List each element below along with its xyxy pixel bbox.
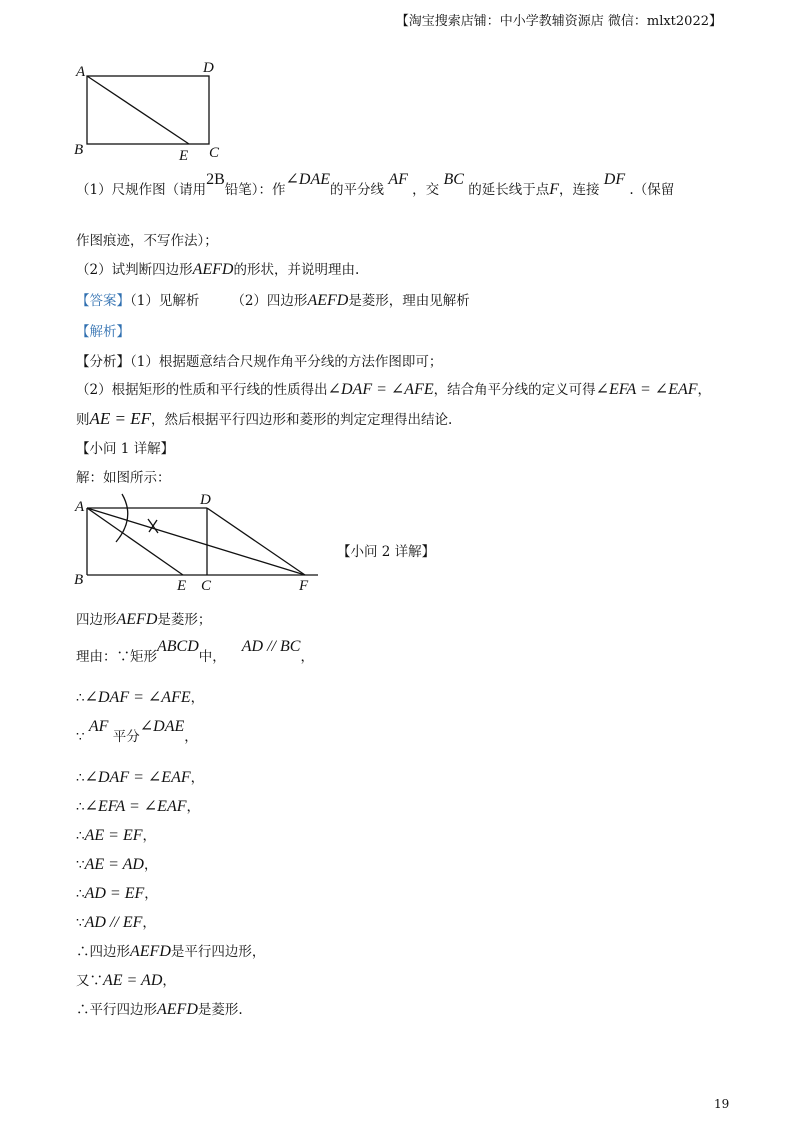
label-b: B xyxy=(74,142,84,158)
segment-ae xyxy=(87,76,189,144)
proof-step: ∵AE = AD， xyxy=(76,856,158,873)
label-c: C xyxy=(209,145,220,161)
label-f: F xyxy=(299,578,309,594)
question-1-line2: 作图痕迹，不写作法）； xyxy=(76,233,218,249)
proof-step: ∴∠EFA = ∠EAF， xyxy=(76,798,200,815)
label-d: D xyxy=(200,492,211,508)
proof-step: ∴四边形AEFD是平行四边形， xyxy=(76,943,266,960)
subquestion-1-title: 【小问 1 详解】 xyxy=(76,441,175,457)
answer-line: 【答案】（1）见解析 （2）四边形AEFD是菱形，理由见解析 xyxy=(76,292,470,309)
subquestion-2-title: 【小问 2 详解】 xyxy=(337,544,436,560)
rect-abcd xyxy=(87,76,209,144)
analysis-line3: 则AE = EF，然后根据平行四边形和菱形的判定定理得出结论. xyxy=(76,409,453,428)
label-d: D xyxy=(203,60,214,76)
proof-step: ∵ AF 平分∠DAE， xyxy=(76,718,198,745)
label-a: A xyxy=(76,64,86,80)
proof-step: ∴AD = EF， xyxy=(76,885,158,902)
segment-af xyxy=(87,508,305,575)
proof-step: ∴AE = EF， xyxy=(76,827,156,844)
header-note: 【淘宝搜索店铺：中小学教辅资源店 微信：mlxt2022】 xyxy=(395,14,722,29)
proof-step: 又∵AE = AD， xyxy=(76,972,176,989)
proof-step: ∴∠DAF = ∠EAF， xyxy=(76,769,205,786)
proof-step: ∴∠DAF = ∠AFE， xyxy=(76,689,205,706)
reason-line: 理由：∵矩形ABCD中，AD // BC， xyxy=(76,638,314,665)
figure-rectangle-abcd xyxy=(70,58,230,166)
label-e: E xyxy=(177,578,187,594)
proof-step: ∴平行四边形AEFD是菱形. xyxy=(76,1001,243,1018)
label-a: A xyxy=(75,499,85,515)
analysis-line2: （2）根据矩形的性质和平行线的性质得出∠DAF = ∠AFE，结合角平分线的定义可得∠EFA = ∠EAF， xyxy=(76,381,712,398)
answer-tag: 【答案】 xyxy=(76,293,130,309)
label-e: E xyxy=(179,148,189,164)
label-c: C xyxy=(201,578,212,594)
analysis-tag: 【解析】 xyxy=(76,324,130,340)
figure-construction xyxy=(70,490,330,596)
question-2: （2）试判断四边形AEFD的形状，并说明理由. xyxy=(76,261,360,278)
page-number: 19 xyxy=(714,1097,730,1111)
segment-df xyxy=(207,508,305,575)
segment-ae xyxy=(87,508,183,575)
conclusion-line: 四边形AEFD是菱形； xyxy=(76,611,212,628)
label-b: B xyxy=(74,572,84,588)
solution-intro: 解：如图所示： xyxy=(76,470,171,486)
proof-step: ∵AD // EF， xyxy=(76,914,156,931)
question-1-line1: （1）尺规作图（请用2B铅笔）：作∠DAE的平分线 AF ，交 BC 的延长线于点F，连接 DF .（保留 xyxy=(76,171,675,198)
analysis-line1: 【分析】（1）根据题意结合尺规作角平分线的方法作图即可； xyxy=(76,354,443,370)
